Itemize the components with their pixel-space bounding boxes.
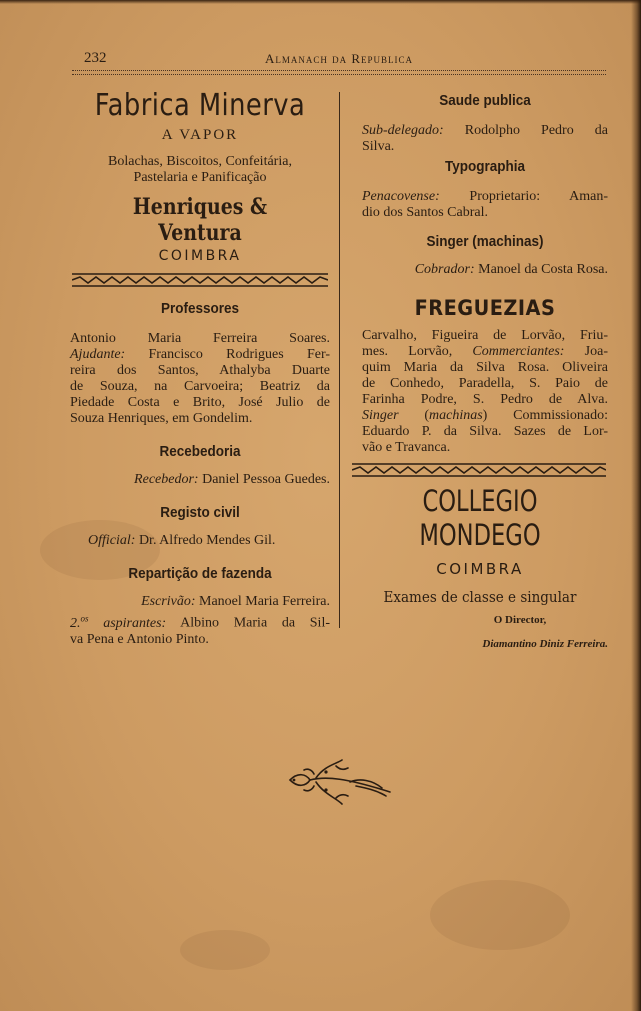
left-column — [70, 80, 330, 264]
saude-heading: Saude publica — [439, 92, 531, 109]
registo-civil-section — [70, 504, 330, 549]
recebedoria-section — [70, 443, 330, 488]
director-name: Diamantino Diniz Ferreira. — [482, 638, 608, 650]
collegio-mondego-ad — [352, 484, 608, 650]
professores-line3: reira dos Santos, Athalyba Duarte — [70, 363, 330, 378]
ornamental-rule — [72, 272, 328, 288]
commerciantes-label: Commerciantes: — [472, 344, 565, 359]
collegio-title: COLLEGIO MONDEGO — [419, 484, 541, 552]
paper-stain — [180, 930, 270, 970]
freguezias-text — [362, 328, 608, 456]
freguezias-line6-end: ) Commissionado: — [482, 408, 608, 423]
page-binding-edge — [631, 0, 641, 1011]
ornamental-rule — [352, 462, 606, 478]
freguezias-section — [362, 296, 608, 456]
collegio-tagline: Exames de classe e singular — [383, 588, 577, 606]
aspirantes-label — [70, 613, 167, 631]
registo-civil-line — [70, 533, 330, 549]
professores-line4: de Souza, na Carvoeira; Beatriz da — [70, 379, 330, 394]
singer-section — [362, 233, 608, 278]
paper-stain — [430, 880, 570, 950]
professores-line6: Souza Henriques, em Gondelim. — [70, 411, 253, 426]
collegio-city: COIMBRA — [436, 560, 524, 578]
professores-line5: Piedade Costa e Brito, José Julio de — [70, 395, 330, 410]
professores-heading: Professores — [160, 300, 240, 317]
freguezias-line4: de Conhedo, Paradella, S. Paio de — [362, 376, 608, 391]
singer-heading: Singer (machinas) — [426, 233, 544, 250]
freguezias-line2b: Joa- — [564, 344, 608, 359]
ad-products-line2: Pastelaria e Panificação — [133, 170, 267, 185]
freguezias-line6-paren: ( — [398, 408, 429, 423]
sub-delegado-label: Sub-delegado: — [362, 123, 444, 138]
aspirantes-number: 2. — [70, 615, 81, 631]
freguezias-line6 — [362, 408, 608, 424]
typographia-section — [362, 158, 608, 221]
ad-firm: Henriques & Ventura — [132, 194, 268, 246]
cobrador-value: Manoel da Costa Rosa. — [474, 262, 608, 277]
column-divider — [339, 92, 340, 628]
registo-civil-heading: Registo civil — [160, 504, 240, 521]
aspirantes-ordinal: os — [80, 613, 89, 623]
reparticao-heading: Repartição de fazenda — [128, 565, 272, 582]
sub-delegado-value: Rodolpho Pedro da — [443, 123, 608, 138]
recebedor-label: Recebedor: — [134, 472, 199, 487]
left-column-listings — [70, 300, 330, 648]
typographia-line1 — [362, 189, 608, 205]
freguezias-heading: FREGUEZIAS — [414, 296, 556, 320]
freguezias-line3: quim Maria da Silva Rosa. Oliveira — [362, 360, 608, 375]
freguezias-line8: vão e Travanca. — [362, 440, 451, 455]
reparticao-line2 — [70, 610, 330, 632]
typographia-line2: dio dos Santos Cabral. — [362, 205, 488, 220]
ad-city: COIMBRA — [158, 248, 242, 264]
professores-line2-text: Francisco Rodrigues Fer- — [125, 347, 330, 362]
header-rule — [72, 70, 606, 75]
running-title: Almanach da Republica — [264, 51, 414, 66]
running-header — [72, 48, 606, 70]
escrivao-label: Escrivão: — [141, 594, 196, 609]
aspirantes-value: Albino Maria da Sil- — [166, 615, 330, 631]
recebedoria-line — [70, 472, 330, 488]
reparticao-line3: va Pena e Antonio Pinto. — [70, 631, 209, 647]
professores-line1: Antonio Maria Ferreira Soares. — [70, 331, 330, 346]
floral-vignette-icon — [286, 758, 396, 808]
freguezias-line2a: mes. Lorvão, — [362, 344, 473, 359]
official-label: Official: — [88, 533, 136, 548]
freguezias-line1: Carvalho, Figueira de Lorvão, Friu- — [362, 328, 608, 343]
professores-line2 — [70, 347, 330, 363]
saude-line1 — [362, 123, 608, 139]
recebedoria-heading: Recebedoria — [159, 443, 241, 460]
freguezias-line2 — [362, 344, 608, 360]
cobrador-label: Cobrador: — [414, 262, 475, 277]
saude-line2: Silva. — [362, 139, 395, 154]
recebedor-value: Daniel Pessoa Guedes. — [198, 472, 330, 487]
official-value: Dr. Alfredo Mendes Gil. — [135, 533, 276, 548]
singer-line — [362, 262, 608, 278]
singer-label: Singer — [362, 408, 399, 423]
ajudante-label: Ajudante: — [70, 347, 126, 362]
freguezias-line7: Eduardo P. da Silva. Sazes de Lor- — [362, 424, 608, 439]
machinas-label: machinas — [429, 408, 483, 423]
escrivao-value: Manoel Maria Ferreira. — [195, 594, 330, 609]
freguezias-line5: Farinha Podre, S. Pedro de Alva. — [362, 392, 608, 407]
reparticao-line1 — [70, 594, 330, 610]
ad-products-line1: Bolachas, Biscoitos, Confeitária, — [108, 154, 292, 169]
aspirantes-word: aspirantes: — [88, 615, 167, 631]
professores-section — [70, 300, 330, 427]
reparticao-section — [70, 565, 330, 648]
ad-subtitle: A VAPOR — [161, 127, 239, 143]
penacovense-label: Penacovense: — [362, 189, 440, 204]
ad-title: Fabrica Minerva — [94, 88, 306, 123]
page-top-edge — [0, 0, 641, 4]
right-column — [362, 92, 608, 456]
saude-section — [362, 92, 608, 155]
typographia-heading: Typographia — [444, 158, 526, 175]
penacovense-value: Proprietario: Aman- — [439, 189, 608, 204]
fabrica-minerva-ad — [70, 88, 330, 264]
director-label: O Director, — [493, 614, 547, 626]
page-number: 232 — [84, 50, 107, 66]
